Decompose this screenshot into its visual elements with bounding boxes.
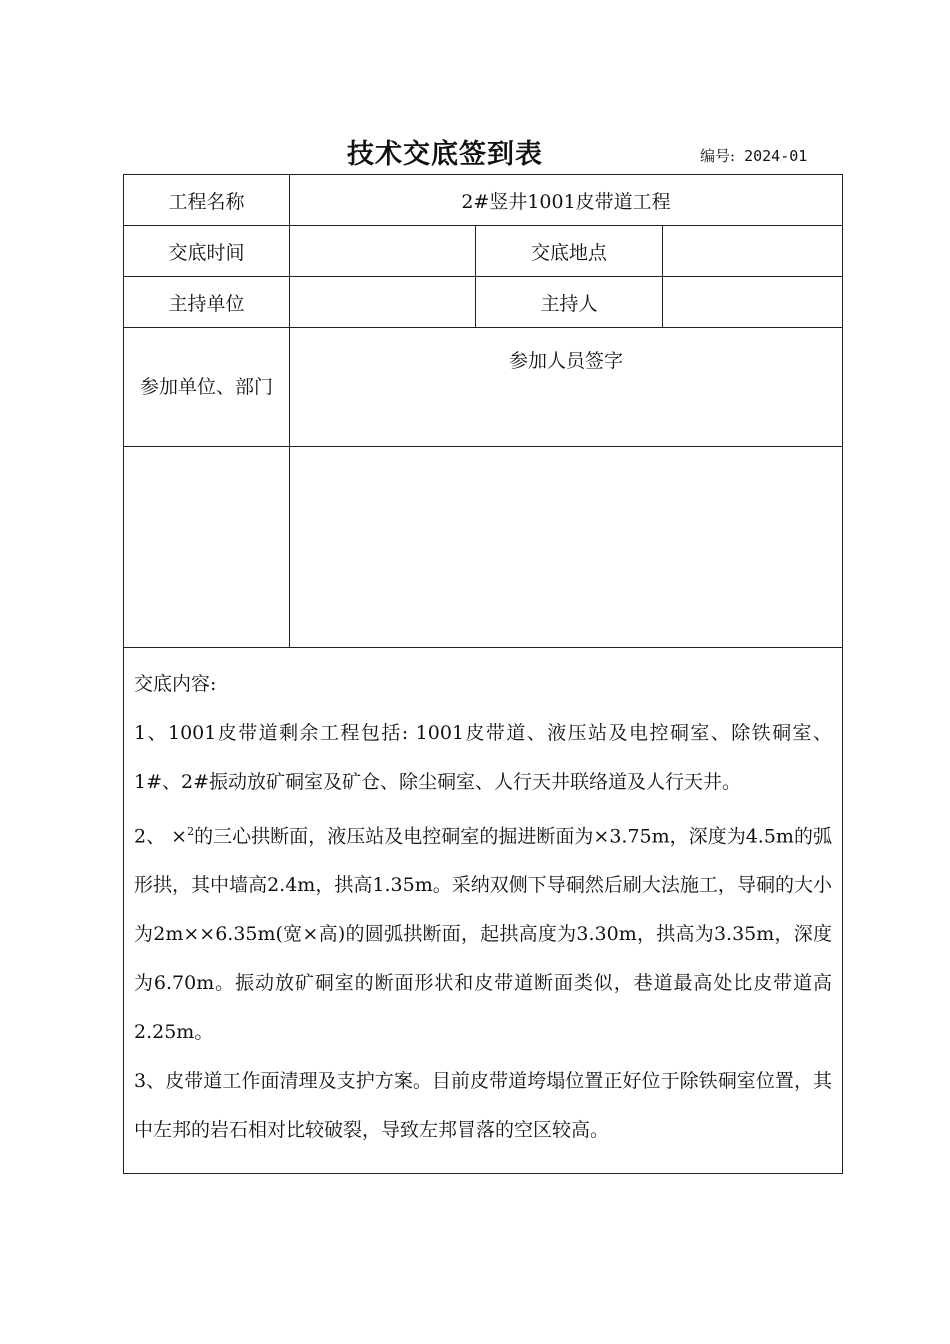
briefing-content: [124, 648, 843, 1174]
content-paragraph-2-rest: 的三心拱断面，液压站及电控硐室的掘进断面为×3.75m，深度为4.5m的弧形拱，其中墙高2.4m，拱高1.35m。采纳双侧下导硐然后刷大法施工，导硐的大小为2m××6.35m(宽×高)的圆弧拱断面，起拱高度为3.30m，拱高为3.35m，深度为6.70m。振动放矿硐室的断面形状和皮带道断面类似，巷道最高处比皮带道高2.25m。: [134, 825, 832, 1044]
time-label: 交底时间: [124, 226, 290, 277]
content-paragraph-1: 1、1001皮带道剩余工程包括: 1001皮带道、液压站及电控硐室、除铁硐室、1#、2#振动放矿硐室及矿仓、除尘硐室、人行天井联络道及人行天井。: [134, 722, 832, 793]
row-participants-blank: [124, 447, 843, 648]
content-paragraph-2: [134, 807, 832, 1057]
serial-label: 编号:: [700, 147, 736, 165]
content-paragraph-3: 3、皮带道工作面清理及支护方案。目前皮带道垮塌位置正好位于除铁硐室位置，其中左邦的岩石相对比较破裂，导致左邦冒落的空区较高。: [134, 1070, 832, 1142]
host-person-field[interactable]: [663, 277, 843, 328]
row-time-location: [124, 226, 843, 277]
document-title: 技术交底签到表: [347, 139, 543, 170]
project-name-label: 工程名称: [124, 175, 290, 226]
content-heading: 交底内容:: [134, 673, 217, 695]
participant-sign-field[interactable]: [290, 447, 843, 648]
host-unit-field[interactable]: [290, 277, 476, 328]
participant-sign-label: 参加人员签字: [290, 328, 843, 447]
row-participants-header: [124, 328, 843, 447]
location-label: 交底地点: [476, 226, 663, 277]
serial-value: 2024-01: [744, 147, 808, 165]
row-host: [124, 277, 843, 328]
row-content: [124, 648, 843, 1174]
serial-number: [700, 145, 807, 166]
host-person-label: 主持人: [476, 277, 663, 328]
location-field[interactable]: [663, 226, 843, 277]
host-unit-label: 主持单位: [124, 277, 290, 328]
content-paragraph-2-start: 2、 ×: [134, 825, 188, 848]
row-project-name: [124, 175, 843, 226]
participant-dept-field[interactable]: [124, 447, 290, 648]
sign-in-form: [123, 174, 843, 1174]
time-field[interactable]: [290, 226, 476, 277]
participant-dept-label: 参加单位、部门: [124, 328, 290, 447]
superscript-two: 2: [187, 825, 195, 838]
project-name-value[interactable]: 2#竖井1001皮带道工程: [290, 175, 843, 226]
